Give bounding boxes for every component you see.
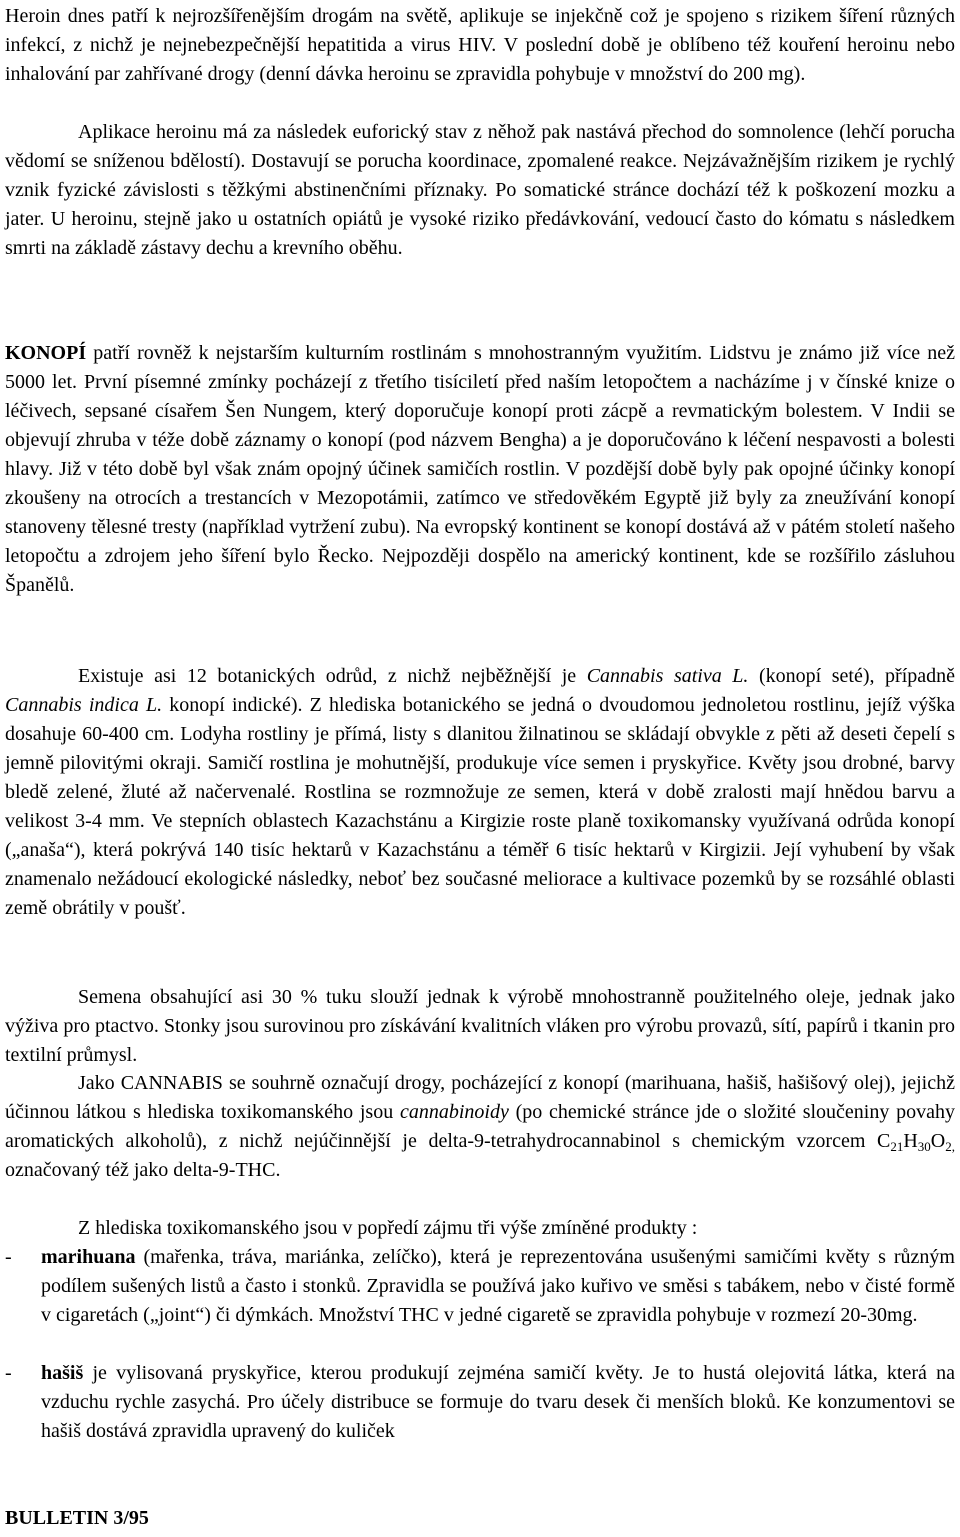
formula-h: H: [903, 1130, 918, 1152]
list-dash: -: [5, 1246, 12, 1268]
heroin-paragraph-1: [5, 2, 955, 89]
konopi-paragraph-1-text: patří rovněž k nejstarším kulturním rostlinám s mnohostranným využitím. Lidstvu je známo již více než 5000 let. První písemné zmínky pocházejí z třetího tisíciletí před naším letopočtem a nacházíme j v čínské knize o léčivech, sepsané císařem Šen Nungem, který doporučuje konopí proti zácpě a revmatickým bolestem. V Indii se objevují zhruba v téže době záznamy o konopí (pod názvem Bengha) a je doporučováno k léčení nespavosti a bolesti hlavy. Již v této době byl však znám opojný účinek samičích rostlin. V pozdější době byly pak opojné účinky konopí zkoušeny na otrocích a trestancích v Mezopotámii, zatímco ve středověkém Egyptě již byly za zneužívání konopí stanoveny tělesné tresty (například vytržení zubu). Na evropský kontinent se konopí dostává až v pátém století našeho letopočtu a zdrojem jeho šíření bylo Řecko. Nejpozději dospělo na americký kontinent, kde se rozšířilo zásluhou Španělů.: [5, 342, 955, 596]
marihuana-text: (mařenka, tráva, mariánka, zelíčko), která je reprezentována usušenými samičími květy s různým podílem sušených listů a často i stonků. Zpravidla se používá jako kuřivo ve směsi s tabákem, nebo v čisté formě v cigaretách („joint“) či dýmkách. Množství THC v jedné cigaretě se zpravidla pohybuje v rozmezí 20-30mg.: [41, 1246, 955, 1326]
konopi-paragraph-3: [5, 983, 955, 1070]
konopi-p2-part-b: (konopí seté), případně: [748, 665, 956, 687]
konopi-paragraph-5-text: Z hlediska toxikomanského jsou v popředí zájmu tři výše zmíněné produkty :: [78, 1217, 698, 1239]
hasis-text: je vylisovaná pryskyřice, kterou produkují zejména samičí květy. Je to hustá olejovitá látka, která na vzduchu rychle zasychá. Pro účely distribuce se formuje do tvaru desek či menších bloků. Ke konzumentovi se hašiš dostává zpravidla upravený do kuliček: [41, 1362, 955, 1442]
konopi-p4-part-b: (po chemické stránce jde o složité sloučeniny povahy aromatických alkoholů), z nichž nejúčinnější je delta-9-tetrahydrocannabinol s chemickým vzorcem C: [5, 1101, 955, 1152]
formula-sub-h: 30: [917, 1139, 931, 1154]
formula-sub-o: 2,: [945, 1139, 955, 1154]
list-item-body: [41, 1243, 955, 1330]
heroin-paragraph-2: [5, 118, 955, 263]
konopi-p2-part-c: konopí indické). Z hlediska botanického se jedná o dvoudomou jednoletou rostlinu, jejíž výška dosahuje 60-400 cm. Lodyha rostliny je přímá, listy s dlanitou žilnatinou se skládají obvykle z pěti až deseti čepelí s jemně pilovitými okraji. Samičí rostlina je mohutnější, produkuje více semen i pryskyřice. Květy jsou drobné, barvy bledě zelené, žluté až načervenalé. Rostlina se rozmnožuje ze semen, která v době zralosti mají hnědou barvu a velikost 3-4 mm. Ve stepních oblastech Kazachstánu a Kirgizie roste planě toxikomansky využívaná odrůda konopí („anaša“), která pokrývá 140 tisíc hektarů v Kazachstánu a téměř 6 tisíc hektarů v Kirgizii. Její vyhubení by však znamenalo nežádoucí ekologické následky, neboť bez současné meliorace a kultivace pozemků by se rozsáhlé oblasti země obrátily v poušť.: [5, 694, 955, 919]
marihuana-term: marihuana: [41, 1246, 136, 1268]
heroin-paragraph-2-text: Aplikace heroinu má za následek euforický stav z něhož pak nastává přechod do somnolence (lehčí porucha vědomí se sníženou bdělostí). Dostavují se porucha koordinace, zpomalené reakce. Nejzávažnějším rizikem je rychlý vznik fyzické závislosti s těžkými abstinenčními příznaky. Po somatické stránce dochází též k poškození mozku a jater. U heroinu, stejně jako u ostatních opiátů je vysoké riziko předávkování, vedoucí často do kómatu s následkem smrti na základě zástavy dechu a krevního oběhu.: [5, 121, 955, 259]
list-item-body: [41, 1359, 955, 1446]
konopi-paragraph-1: [5, 339, 955, 600]
konopi-paragraph-5: [5, 1214, 955, 1243]
list-item-marihuana: [5, 1243, 955, 1330]
konopi-p4-part-c: označovaný též jako delta-9-THC.: [5, 1159, 281, 1181]
formula-o: O: [930, 1130, 946, 1152]
list-dash: -: [5, 1362, 12, 1384]
konopi-paragraph-3-text: Semena obsahující asi 30 % tuku slouží jednak k výrobě mnohostranně použitelného oleje, jednak jako výživa pro ptactvo. Stonky jsou surovinou pro získávání kvalitních vláken pro výrobu provazů, sítí, papírů i tkanin pro textilní průmysl.: [5, 986, 955, 1066]
konopi-paragraph-2: [5, 662, 955, 923]
hasis-term: hašiš: [41, 1362, 84, 1384]
cannabis-sativa-term: Cannabis sativa L.: [586, 665, 749, 687]
cannabinoidy-term: cannabinoidy: [399, 1101, 509, 1123]
footer-bulletin: BULLETIN 3/95: [5, 1507, 149, 1529]
konopi-p2-part-a: Existuje asi 12 botanických odrůd, z nichž nejběžnější je: [78, 665, 587, 687]
heroin-paragraph-1-text: Heroin dnes patří k nejrozšířenějším drogám na světě, aplikuje se injekčně což je spojeno s rizikem šíření různých infekcí, z nichž je nejnebezpečnější hepatitida a virus HIV. V poslední době je oblíbeno též kouření heroinu nebo inhalování par zahřívané drogy (denní dávka heroinu se zpravidla pohybuje v množství do 200 mg).: [5, 5, 955, 85]
list-item-hasis: [5, 1359, 955, 1446]
konopi-heading: KONOPÍ: [5, 342, 87, 364]
konopi-paragraph-4: [5, 1069, 955, 1185]
konopi-p4-part-a: Jako CANNABIS se souhrně označují drogy, pocházející z konopí (marihuana, hašiš, hašišový olej), jejichž účinnou látkou s hlediska toxikomanského jsou: [5, 1072, 955, 1123]
formula-sub-c: 21: [890, 1139, 904, 1154]
cannabis-indica-term: Cannabis indica L.: [5, 694, 163, 716]
